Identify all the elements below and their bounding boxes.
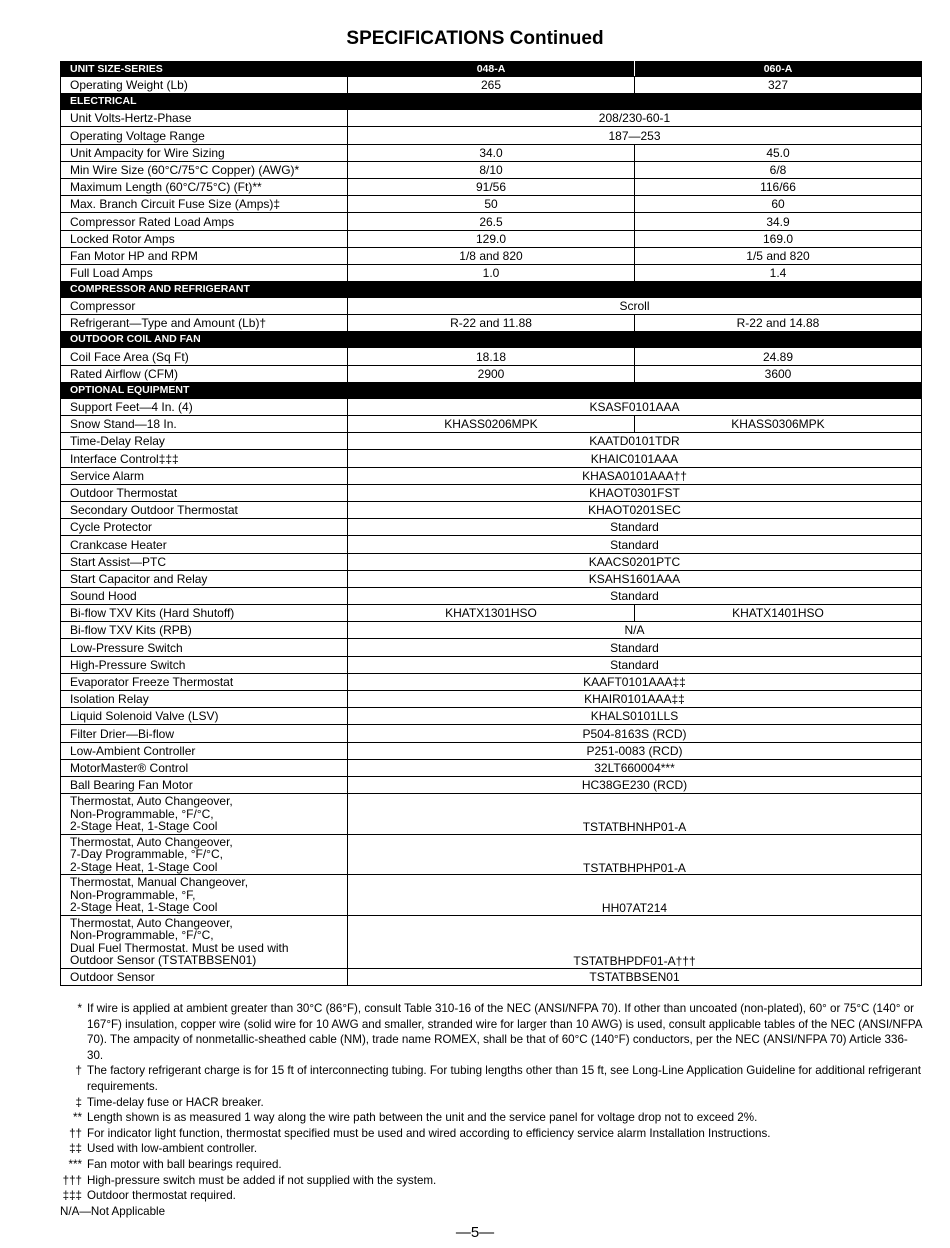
row-value: 187—253 bbox=[348, 127, 922, 144]
row-label bbox=[61, 834, 348, 875]
row-label: Locked Rotor Amps bbox=[61, 230, 348, 247]
table-row bbox=[61, 691, 922, 708]
footnote-text: Time-delay fuse or HACR breaker. bbox=[87, 1095, 264, 1109]
footnote-mark: ‡‡ bbox=[69, 1142, 82, 1156]
row-label: Time-Delay Relay bbox=[61, 433, 348, 450]
footnote bbox=[60, 1173, 922, 1189]
value-048a: 265 bbox=[348, 77, 635, 94]
row-value: Standard bbox=[348, 519, 922, 536]
row-value: KHALS0101LLS bbox=[348, 708, 922, 725]
row-label: Coil Face Area (Sq Ft) bbox=[61, 348, 348, 365]
footnote bbox=[60, 1188, 922, 1204]
value-048a: 1/8 and 820 bbox=[348, 247, 635, 264]
row-label: Unit Ampacity for Wire Sizing bbox=[61, 144, 348, 161]
row-value: HC38GE230 (RCD) bbox=[348, 776, 922, 793]
value-060a: KHASS0306MPK bbox=[635, 416, 922, 433]
section-header-row bbox=[61, 282, 922, 298]
table-row bbox=[61, 708, 922, 725]
section-header-row bbox=[61, 382, 922, 398]
row-value: KAACS0201PTC bbox=[348, 553, 922, 570]
table-row bbox=[61, 247, 922, 264]
row-value: P504-8163S (RCD) bbox=[348, 725, 922, 742]
table-row bbox=[61, 110, 922, 127]
value-060a: 3600 bbox=[635, 365, 922, 382]
table-row bbox=[61, 178, 922, 195]
row-value: KHASA0101AAA†† bbox=[348, 467, 922, 484]
footnotes bbox=[60, 1001, 922, 1219]
footnote-mark: ‡ bbox=[75, 1095, 82, 1109]
row-label-line: 2-Stage Heat, 1-Stage Cool bbox=[70, 900, 218, 915]
value-048a: 129.0 bbox=[348, 230, 635, 247]
table-row bbox=[61, 968, 922, 985]
row-value: N/A bbox=[348, 622, 922, 639]
value-048a: KHATX1301HSO bbox=[348, 605, 635, 622]
row-label: Maximum Length (60°C/75°C) (Ft)** bbox=[61, 178, 348, 195]
value-060a: 45.0 bbox=[635, 144, 922, 161]
section-title: OUTDOOR COIL AND FAN bbox=[61, 332, 922, 348]
section-header-row bbox=[61, 332, 922, 348]
footnote bbox=[60, 1095, 922, 1111]
footnote-text: The factory refrigerant charge is for 15 ft of interconnecting tubing. For tubing lengths other than 15 ft, see Long-Line Application Guideline for additional refrigerant requirements. bbox=[87, 1064, 921, 1093]
footnote-text: High-pressure switch must be added if not supplied with the system. bbox=[87, 1173, 437, 1187]
table-row bbox=[61, 127, 922, 144]
footnote-mark: *** bbox=[68, 1157, 82, 1171]
row-value: KAAFT0101AAA‡‡ bbox=[348, 673, 922, 690]
row-label: Isolation Relay bbox=[61, 691, 348, 708]
table-row bbox=[61, 536, 922, 553]
row-label: Liquid Solenoid Valve (LSV) bbox=[61, 708, 348, 725]
row-value: KHAIC0101AAA bbox=[348, 450, 922, 467]
table-row bbox=[61, 605, 922, 622]
row-label: Snow Stand—18 In. bbox=[61, 416, 348, 433]
footnote bbox=[60, 1126, 922, 1142]
row-value: TSTATBHPHP01-A bbox=[348, 834, 922, 875]
table-row bbox=[61, 553, 922, 570]
row-label: Service Alarm bbox=[61, 467, 348, 484]
row-value: TSTATBBSEN01 bbox=[348, 968, 922, 985]
row-label: MotorMaster® Control bbox=[61, 759, 348, 776]
row-label: Start Capacitor and Relay bbox=[61, 570, 348, 587]
table-row bbox=[61, 315, 922, 332]
value-060a: 169.0 bbox=[635, 230, 922, 247]
row-label: Filter Drier—Bi-flow bbox=[61, 725, 348, 742]
specifications-table bbox=[60, 61, 922, 986]
value-048a: R-22 and 11.88 bbox=[348, 315, 635, 332]
row-label-line: Outdoor Sensor (TSTATBBSEN01) bbox=[70, 953, 257, 968]
row-value: Standard bbox=[348, 587, 922, 604]
footnote bbox=[60, 1001, 922, 1063]
table-row bbox=[61, 213, 922, 230]
row-label: Low-Pressure Switch bbox=[61, 639, 348, 656]
row-value: P251-0083 (RCD) bbox=[348, 742, 922, 759]
row-label: Operating Weight (Lb) bbox=[61, 77, 348, 94]
row-label: Compressor bbox=[61, 298, 348, 315]
page-title: SPECIFICATIONS Continued bbox=[346, 28, 604, 49]
table-row bbox=[61, 656, 922, 673]
table-row bbox=[61, 77, 922, 94]
footnote-text: Length shown is as measured 1 way along the wire path between the unit and the service panel for voltage drop not to exceed 2%. bbox=[87, 1111, 758, 1125]
table-row bbox=[61, 776, 922, 793]
row-label: Compressor Rated Load Amps bbox=[61, 213, 348, 230]
table-row bbox=[61, 348, 922, 365]
row-label: Outdoor Thermostat bbox=[61, 484, 348, 501]
table-row bbox=[61, 570, 922, 587]
row-label: Evaporator Freeze Thermostat bbox=[61, 673, 348, 690]
value-060a: 24.89 bbox=[635, 348, 922, 365]
section-header-row bbox=[61, 94, 922, 110]
table-row bbox=[61, 915, 922, 968]
row-label-line: Thermostat, Auto Changeover, bbox=[70, 794, 233, 809]
table-row bbox=[61, 622, 922, 639]
row-label: Interface Control‡‡‡ bbox=[61, 450, 348, 467]
row-label bbox=[61, 875, 348, 916]
table-row bbox=[61, 230, 922, 247]
value-060a: KHATX1401HSO bbox=[635, 605, 922, 622]
section-title: ELECTRICAL bbox=[61, 94, 922, 110]
value-060a: 327 bbox=[635, 77, 922, 94]
row-value: TSTATBHNHP01-A bbox=[348, 794, 922, 835]
value-048a: KHASS0206MPK bbox=[348, 416, 635, 433]
value-048a: 34.0 bbox=[348, 144, 635, 161]
footnote bbox=[60, 1204, 922, 1220]
value-048a: 91/56 bbox=[348, 178, 635, 195]
row-value: KHAOT0301FST bbox=[348, 484, 922, 501]
value-048a: 1.0 bbox=[348, 264, 635, 281]
table-row bbox=[61, 264, 922, 281]
table-row bbox=[61, 161, 922, 178]
value-060a: 1.4 bbox=[635, 264, 922, 281]
footnote-mark: * bbox=[77, 1002, 82, 1015]
table-row bbox=[61, 519, 922, 536]
row-value: TSTATBHPDF01-A††† bbox=[348, 915, 922, 968]
row-label-line: 2-Stage Heat, 1-Stage Cool bbox=[70, 819, 218, 834]
row-value: 32LT660004*** bbox=[348, 759, 922, 776]
row-label: Min Wire Size (60°C/75°C Copper) (AWG)* bbox=[61, 161, 348, 178]
table-row bbox=[61, 416, 922, 433]
row-label: Secondary Outdoor Thermostat bbox=[61, 501, 348, 518]
row-label-line: Thermostat, Auto Changeover, bbox=[70, 834, 233, 849]
row-value: Standard bbox=[348, 656, 922, 673]
page-number: —5— bbox=[455, 1224, 495, 1241]
row-label: High-Pressure Switch bbox=[61, 656, 348, 673]
row-value: KHAIR0101AAA‡‡ bbox=[348, 691, 922, 708]
table-row bbox=[61, 673, 922, 690]
row-label: Refrigerant—Type and Amount (Lb)† bbox=[61, 315, 348, 332]
table-row bbox=[61, 450, 922, 467]
value-048a: 50 bbox=[348, 196, 635, 213]
row-label: Fan Motor HP and RPM bbox=[61, 247, 348, 264]
footnote-text: For indicator light function, thermostat specified must be used and wired according to efficiency service alarm Installation Instructions. bbox=[87, 1126, 771, 1140]
table-row bbox=[61, 467, 922, 484]
value-060a: 1/5 and 820 bbox=[635, 247, 922, 264]
value-060a: 6/8 bbox=[635, 161, 922, 178]
value-060a: 34.9 bbox=[635, 213, 922, 230]
footnote-text: Fan motor with ball bearings required. bbox=[87, 1157, 282, 1171]
row-label: Full Load Amps bbox=[61, 264, 348, 281]
section-title: COMPRESSOR AND REFRIGERANT bbox=[61, 282, 922, 298]
header-col-048a: 048-A bbox=[348, 62, 635, 77]
footnote bbox=[60, 1157, 922, 1173]
row-label: Bi-flow TXV Kits (RPB) bbox=[61, 622, 348, 639]
footnote bbox=[60, 1110, 922, 1126]
row-value: Standard bbox=[348, 639, 922, 656]
table-header-row bbox=[61, 62, 922, 77]
value-048a: 8/10 bbox=[348, 161, 635, 178]
row-label-line: 7-Day Programmable, °F/°C, bbox=[70, 847, 223, 862]
footnote bbox=[60, 1141, 922, 1157]
value-048a: 18.18 bbox=[348, 348, 635, 365]
row-label-line: Non-Programmable, °F, bbox=[70, 887, 196, 902]
table-row bbox=[61, 196, 922, 213]
row-label: Support Feet—4 In. (4) bbox=[61, 398, 348, 415]
footnote-text: N/A—Not Applicable bbox=[60, 1204, 166, 1218]
row-label: Ball Bearing Fan Motor bbox=[61, 776, 348, 793]
row-label-line: Non-Programmable, °F/°C, bbox=[70, 928, 214, 943]
footnote-text: Outdoor thermostat required. bbox=[87, 1189, 236, 1203]
header-label: UNIT SIZE-SERIES bbox=[61, 62, 348, 77]
row-value: KSAHS1601AAA bbox=[348, 570, 922, 587]
row-value: 208/230-60-1 bbox=[348, 110, 922, 127]
value-060a: R-22 and 14.88 bbox=[635, 315, 922, 332]
table-row bbox=[61, 484, 922, 501]
header-col-060a: 060-A bbox=[635, 62, 922, 77]
value-048a: 26.5 bbox=[348, 213, 635, 230]
value-060a: 116/66 bbox=[635, 178, 922, 195]
row-label-line: Non-Programmable, °F/°C, bbox=[70, 806, 214, 821]
row-label-line: 2-Stage Heat, 1-Stage Cool bbox=[70, 859, 218, 874]
table-row bbox=[61, 398, 922, 415]
footnote-mark: ** bbox=[72, 1111, 82, 1125]
row-value: KHAOT0201SEC bbox=[348, 501, 922, 518]
row-label: Start Assist—PTC bbox=[61, 553, 348, 570]
table-row bbox=[61, 144, 922, 161]
table-row bbox=[61, 365, 922, 382]
table-row bbox=[61, 759, 922, 776]
table-row bbox=[61, 298, 922, 315]
footnote bbox=[60, 1063, 922, 1094]
table-row bbox=[61, 639, 922, 656]
row-label-line: Thermostat, Auto Changeover, bbox=[70, 915, 233, 930]
row-label: Outdoor Sensor bbox=[61, 968, 348, 985]
table-row bbox=[61, 875, 922, 916]
row-value: KAATD0101TDR bbox=[348, 433, 922, 450]
table-row bbox=[61, 794, 922, 835]
footnote-text: If wire is applied at ambient greater than 30°C (86°F), consult Table 310-16 of the NEC (ANSI/NFPA 70). If other than uncoated (non-plated), 60° or 75°C (140° or 167°F) insulation, copper wire (solid wire for 10 AWG and smaller, stranded wire for larger than 10 AWG) is used, consult applicable tables of the NEC (ANSI/NFPA 70). The ampacity of nonmetallic-sheathed cable (NM), trade name ROMEX, shall be that of 60°C (140°F) conductors, per the NEC (ANSI/NFPA 70) Article 336-30. bbox=[87, 1002, 922, 1062]
table-row bbox=[61, 742, 922, 759]
footnote-mark: †† bbox=[69, 1126, 82, 1140]
row-label: Crankcase Heater bbox=[61, 536, 348, 553]
value-060a: 60 bbox=[635, 196, 922, 213]
row-value: KSASF0101AAA bbox=[348, 398, 922, 415]
row-value: Scroll bbox=[348, 298, 922, 315]
row-label: Low-Ambient Controller bbox=[61, 742, 348, 759]
footnote-mark: ‡‡‡ bbox=[62, 1189, 82, 1203]
footnote-mark: ††† bbox=[62, 1173, 82, 1187]
row-label: Sound Hood bbox=[61, 587, 348, 604]
row-label: Bi-flow TXV Kits (Hard Shutoff) bbox=[61, 605, 348, 622]
table-row bbox=[61, 501, 922, 518]
value-048a: 2900 bbox=[348, 365, 635, 382]
row-label-line: Dual Fuel Thermostat. Must be used with bbox=[70, 940, 289, 955]
row-label-line: Thermostat, Manual Changeover, bbox=[70, 875, 249, 890]
row-label bbox=[61, 794, 348, 835]
table-row bbox=[61, 587, 922, 604]
row-value: Standard bbox=[348, 536, 922, 553]
row-label: Cycle Protector bbox=[61, 519, 348, 536]
row-label: Max. Branch Circuit Fuse Size (Amps)‡ bbox=[61, 196, 348, 213]
section-title: OPTIONAL EQUIPMENT bbox=[61, 382, 922, 398]
footnote-mark: † bbox=[75, 1064, 82, 1078]
table-row bbox=[61, 725, 922, 742]
row-label: Unit Volts-Hertz-Phase bbox=[61, 110, 348, 127]
row-label: Operating Voltage Range bbox=[61, 127, 348, 144]
table-row bbox=[61, 834, 922, 875]
row-label bbox=[61, 915, 348, 968]
footnote-text: Used with low-ambient controller. bbox=[87, 1142, 258, 1156]
row-value: HH07AT214 bbox=[348, 875, 922, 916]
table-row bbox=[61, 433, 922, 450]
row-label: Rated Airflow (CFM) bbox=[61, 365, 348, 382]
